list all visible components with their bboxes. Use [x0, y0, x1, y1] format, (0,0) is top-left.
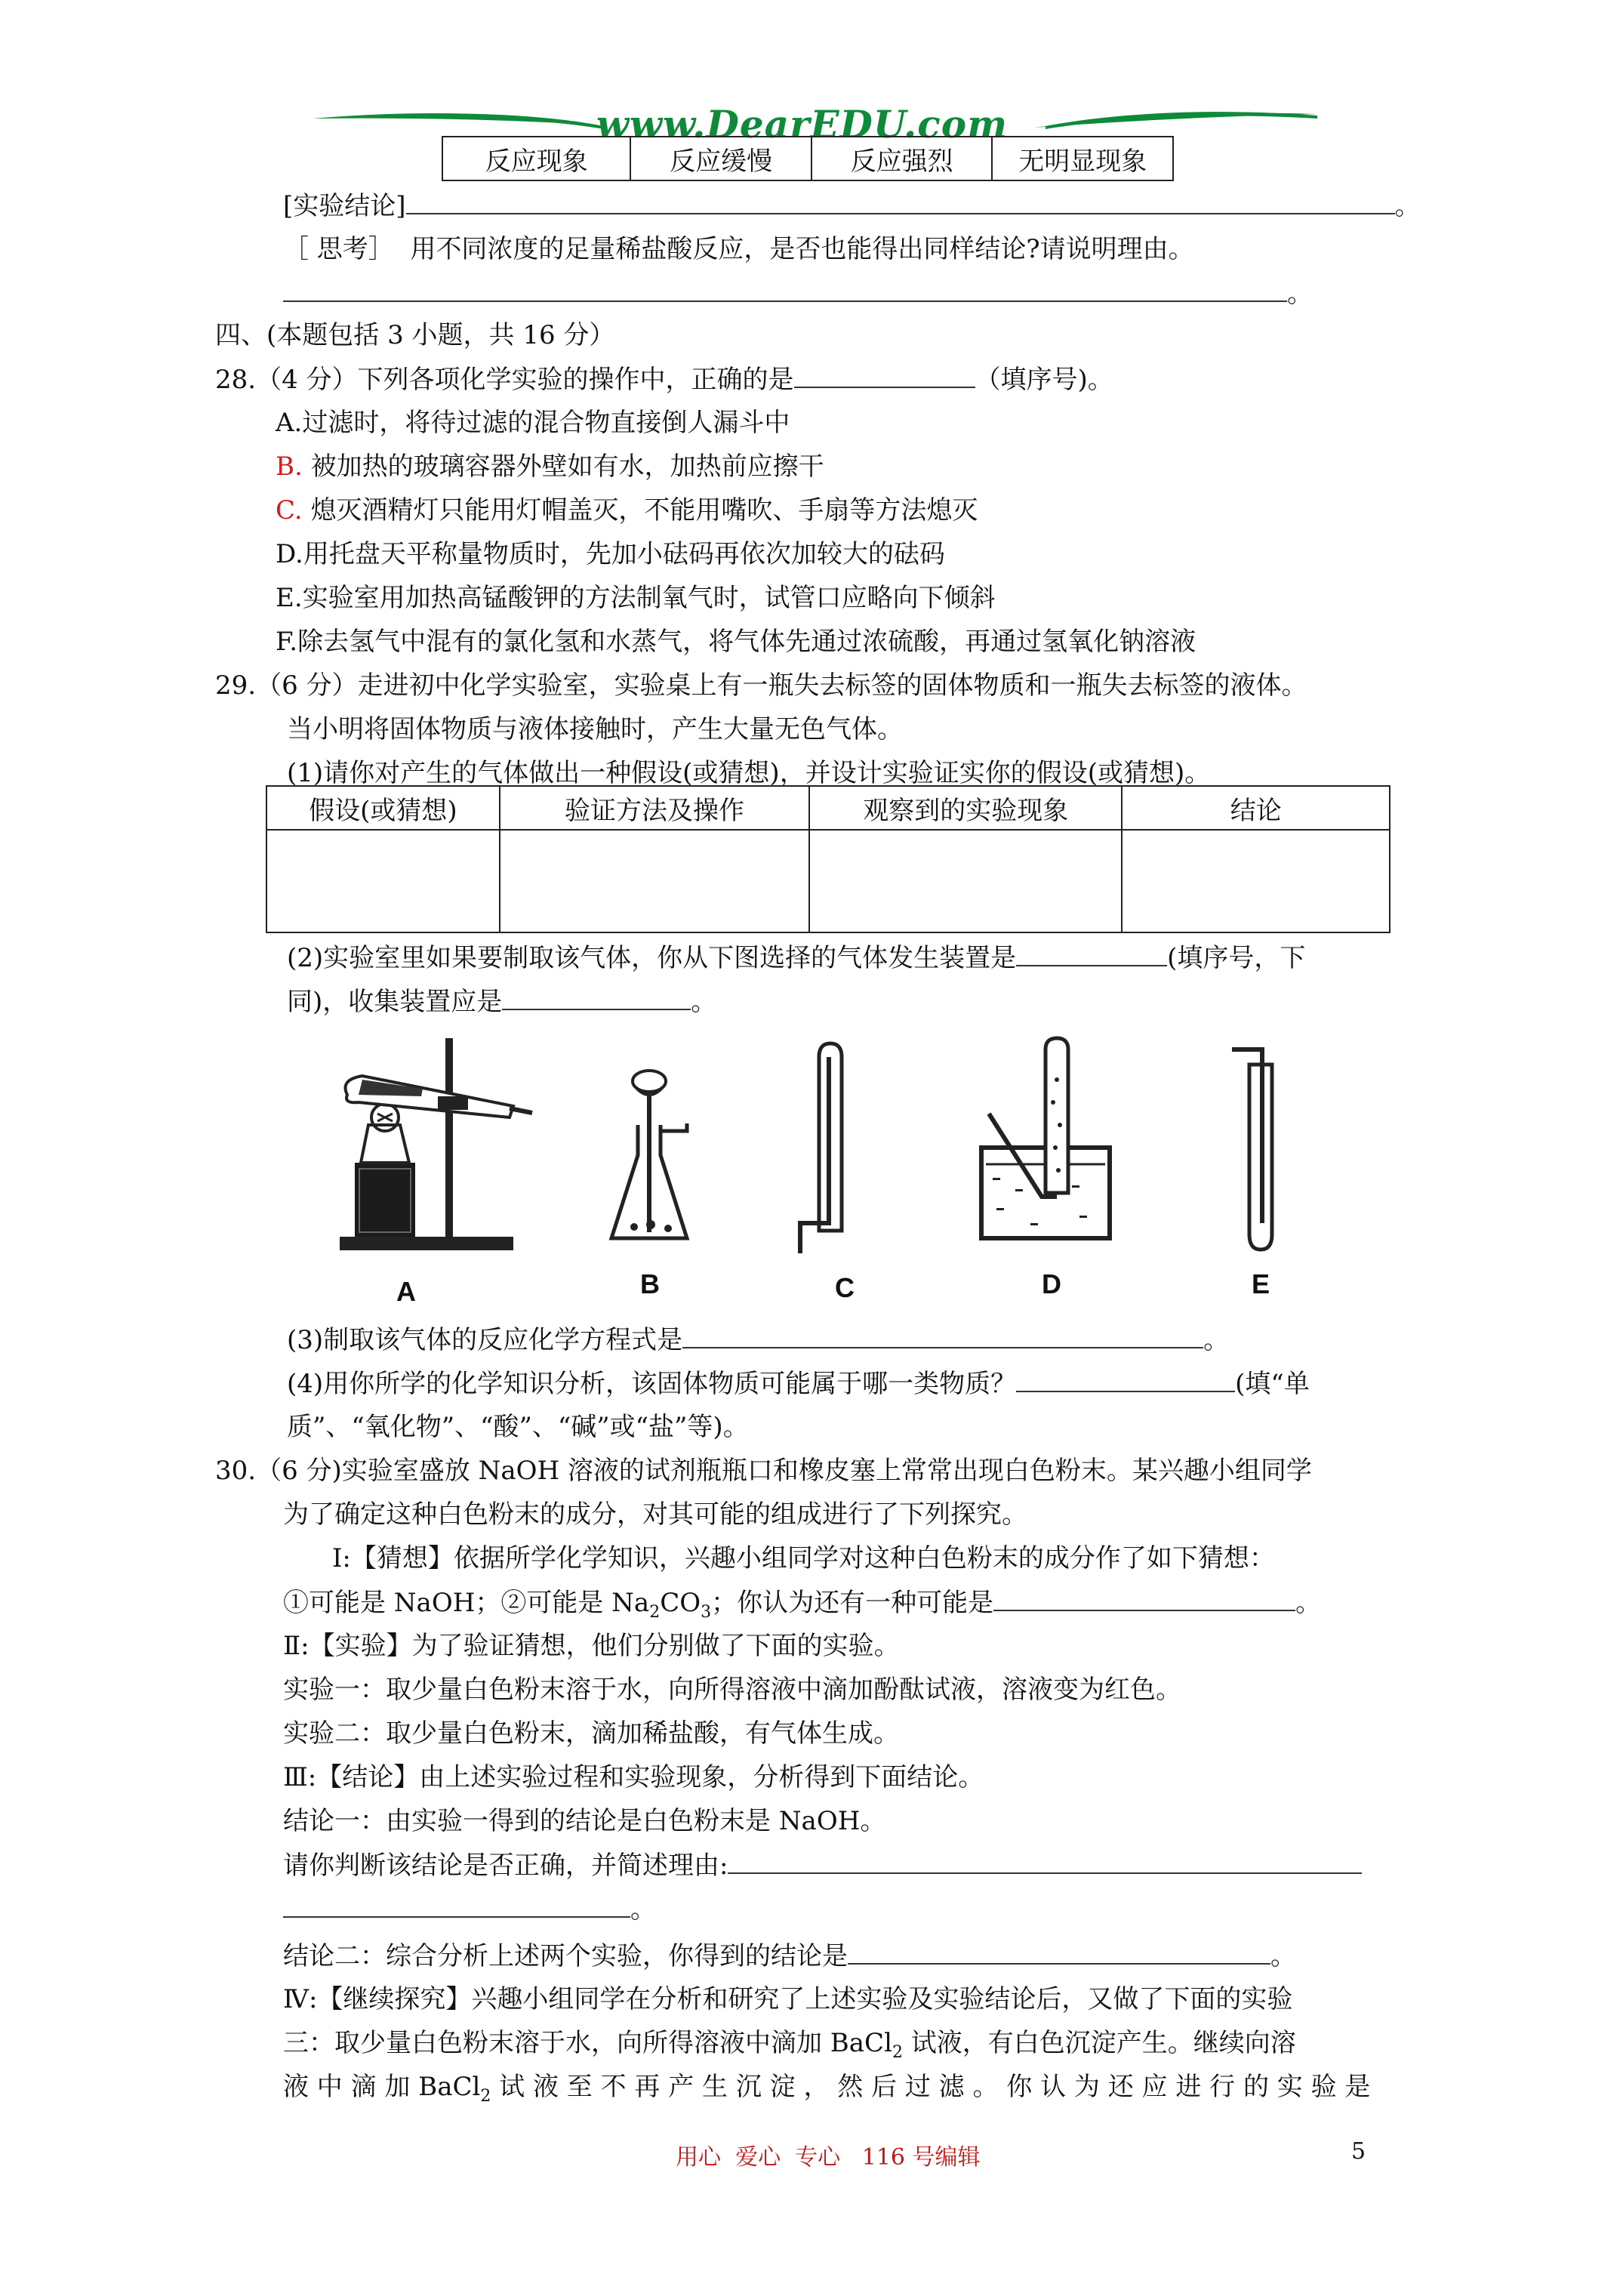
q29-sub1: (1)请你对产生的气体做出一种假设(或猜想)，并设计实验证实你的假设(或猜想)。 — [287, 758, 1211, 788]
table-cell: 反应现象 — [442, 137, 630, 180]
apparatus-d-icon — [974, 1034, 1125, 1276]
apparatus-label: D — [1042, 1268, 1061, 1299]
q29-line1: 29.（6 分）走进初中化学实验室，实验桌上有一瓶失去标签的固体物质和一瓶失去标签的液体。 — [215, 670, 1307, 701]
judge-blank[interactable] — [728, 1848, 1362, 1874]
apparatus-a-icon — [325, 1034, 551, 1268]
think-label: ［ 思考］ — [283, 234, 394, 264]
apparatus-figure — [325, 1034, 1329, 1306]
table-header: 验证方法及操作 — [500, 786, 809, 830]
table-header: 结论 — [1122, 786, 1390, 830]
hypothesis-table — [266, 785, 1390, 933]
q30-exp1: 实验一：取少量白色粉末溶于水，向所得溶液中滴加酚酞试液，溶液变为红色。 — [283, 1675, 1181, 1705]
top-reaction-table — [442, 136, 1174, 181]
q28-option-b: B. 被加热的玻璃容器外壁如有水，加热前应擦干 — [276, 451, 824, 482]
q28-stem: 28.（4 分）下列各项化学实验的操作中，正确的是 （填序号)。 — [215, 362, 1113, 399]
answer-cell[interactable] — [809, 830, 1122, 932]
q30-exp2: 实验二：取少量白色粉末，滴加稀盐酸，有气体生成。 — [283, 1718, 899, 1749]
guess-blank[interactable] — [993, 1586, 1295, 1611]
think-line — [283, 233, 1194, 269]
apparatus-c-icon — [793, 1034, 861, 1268]
q30-concl2: 结论二：综合分析上述两个实验，你得到的结论是 。 — [283, 1939, 1296, 1975]
answer-cell[interactable] — [1122, 830, 1390, 932]
q29-sub4-line2: 质”、“氧化物”、“酸”、“碱”或“盐”等)。 — [287, 1412, 749, 1442]
apparatus-label: C — [835, 1272, 855, 1303]
apparatus-e-icon — [1223, 1034, 1298, 1268]
logo-text: www.DearEDU.com — [596, 102, 1009, 146]
q29-sub2-line1: (2)实验室里如果要制取该气体，你从下图选择的气体发生装置是 (填序号，下 — [287, 941, 1305, 977]
q28-blank[interactable] — [794, 362, 975, 388]
answer-cell[interactable] — [266, 830, 500, 932]
table-cell: 无明显现象 — [992, 137, 1173, 180]
q30-concl1: 结论一：由实验一得到的结论是白色粉末是 NaOH。 — [283, 1806, 886, 1836]
q30-guess: Ⅰ:【猜想】依据所学化学知识，兴趣小组同学对这种白色粉末的成分作了如下猜想： — [332, 1543, 1275, 1573]
q30-judge-cont: 。 — [283, 1892, 656, 1928]
table-cell: 反应强烈 — [812, 137, 993, 180]
footer-text: 用心 爱心 专心 116 号编辑 — [676, 2144, 981, 2171]
q30-guess2: ①可能是 NaOH；②可能是 $Na_2CO_3$；你认为还有一种可能是 。 — [283, 1586, 1321, 1622]
apparatus-collect-blank[interactable] — [502, 985, 691, 1010]
apparatus-label: B — [640, 1268, 660, 1299]
concl2-blank[interactable] — [848, 1939, 1270, 1965]
q30-cont-head: Ⅳ:【继续探究】兴趣小组同学在分析和研究了上述实验及实验结论后，又做了下面的实验 — [283, 1984, 1293, 2014]
q28-option-a: A.过滤时，将待过滤的混合物直接倒人漏斗中 — [276, 408, 790, 438]
q30-judge: 请你判断该结论是否正确，并简述理由: — [283, 1848, 1362, 1885]
section-heading: 四、(本题包括 3 小题，共 16 分） — [215, 320, 615, 350]
think-blank[interactable] — [283, 276, 1287, 302]
table-cell: 反应缓慢 — [630, 137, 812, 180]
q30-cont-l3: 液 中 滴 加 BaCl$_2$ 试 液 至 不 再 产 生 沉 淀 ， 然 后 过 滤 。 你 认 为 还 应 进 行 的 实 验 是 — [283, 2072, 1371, 2106]
table-header: 假设(或猜想) — [266, 786, 500, 830]
q28-option-f: F.除去氢气中混有的氯化氢和水蒸气，将气体先通过浓硫酸，再通过氢氧化钠溶液 — [276, 627, 1196, 657]
apparatus-label: E — [1252, 1268, 1270, 1299]
q28-option-c: C. 熄灭酒精灯只能用灯帽盖灭，不能用嘴吹、手扇等方法熄灭 — [276, 495, 978, 525]
think-answer-line: 。 — [283, 276, 1313, 313]
apparatus-label: A — [396, 1276, 416, 1307]
table-header: 观察到的实验现象 — [809, 786, 1122, 830]
q30-exp-head: Ⅱ:【实验】为了验证猜想，他们分别做了下面的实验。 — [283, 1631, 900, 1661]
category-blank[interactable] — [1016, 1367, 1235, 1392]
answer-cell[interactable] — [500, 830, 809, 932]
q29-sub2-line2: 同)，收集装置应是 。 — [287, 985, 716, 1021]
q30-concl-head: Ⅲ:【结论】由上述实验过程和实验现象，分析得到下面结论。 — [283, 1762, 984, 1792]
q30-line2: 为了确定这种白色粉末的成分，对其可能的组成进行了下列探究。 — [283, 1499, 1027, 1530]
think-text: 用不同浓度的足量稀盐酸反应，是否也能得出同样结论?请说明理由。 — [410, 234, 1194, 264]
apparatus-gen-blank[interactable] — [1016, 941, 1167, 966]
conclusion-label: [实验结论] — [283, 191, 406, 221]
judge-blank-2[interactable] — [283, 1892, 630, 1918]
q29-sub3: (3)制取该气体的反应化学方程式是 。 — [287, 1323, 1229, 1359]
conclusion-line: [实验结论] 。 — [283, 189, 1421, 225]
q28-option-e: E.实验室用加热高锰酸钾的方法制氧气时，试管口应略向下倾斜 — [276, 583, 996, 613]
apparatus-b-icon — [604, 1034, 710, 1268]
q29-sub4-line1: (4)用你所学的化学知识分析，该固体物质可能属于哪一类物质？ (填“单 — [287, 1367, 1310, 1403]
equation-blank[interactable] — [682, 1323, 1203, 1348]
q29-line2: 当小明将固体物质与液体接触时，产生大量无色气体。 — [287, 714, 903, 744]
q30-cont-l2: 三：取少量白色粉末溶于水，向所得溶液中滴加 BaCl$_2$ 试液，有白色沉淀产生。继续向溶 — [283, 2028, 1296, 2062]
conclusion-blank[interactable] — [406, 189, 1395, 214]
q30-line1: 30.（6 分)实验室盛放 NaOH 溶液的试剂瓶瓶口和橡皮塞上常常出现白色粉末。某兴趣小组同学 — [215, 1456, 1312, 1486]
page-number: 5 — [1351, 2138, 1366, 2165]
q28-option-d: D.用托盘天平称量物质时，先加小砝码再依次加较大的砝码 — [276, 539, 945, 569]
